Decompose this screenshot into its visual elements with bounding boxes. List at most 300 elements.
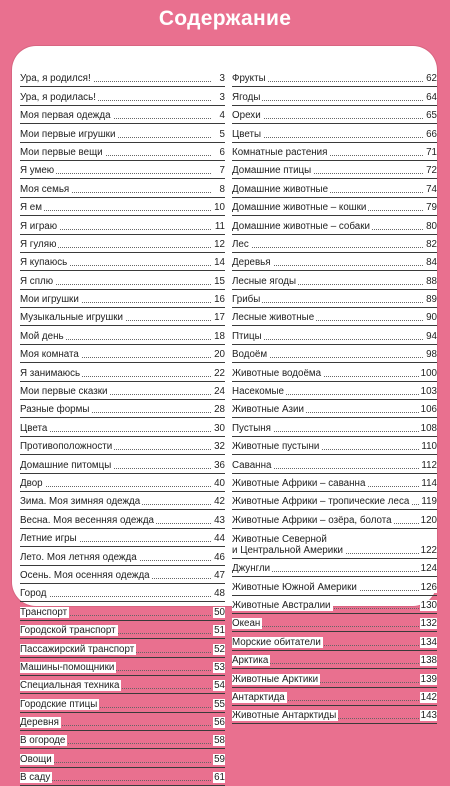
toc-entry[interactable]: [20, 143, 225, 161]
toc-entry-page: 16: [214, 294, 225, 306]
toc-entry-title: [20, 552, 139, 563]
toc-entry-title-line: Пассажирский транспорт: [20, 643, 135, 655]
toc-entry-page: 134: [420, 636, 437, 648]
toc-entry-page: 50: [214, 606, 225, 618]
toc-entry-title-line: Мои игрушки: [20, 294, 79, 306]
toc-entry-title: [20, 515, 156, 526]
toc-entry-page: 12: [214, 238, 225, 250]
toc-entry[interactable]: [20, 345, 225, 363]
toc-entry[interactable]: [232, 418, 437, 436]
toc-entry[interactable]: [232, 69, 437, 87]
toc-entry[interactable]: [20, 639, 225, 657]
toc-entry-page: 122: [420, 544, 437, 556]
toc-entry-page: 124: [420, 563, 437, 575]
toc-entry-title-line: Цветы: [232, 128, 261, 140]
toc-entry-page: 138: [420, 655, 437, 667]
toc-entry[interactable]: [232, 345, 437, 363]
toc-entry-page: 56: [214, 717, 225, 729]
toc-entry-page: 8: [219, 183, 225, 195]
toc-entry[interactable]: [20, 602, 225, 620]
toc-entry-title-line: Джунгли: [232, 563, 271, 575]
toc-entry[interactable]: [20, 87, 225, 105]
toc-entry-title-line: Насекомые: [232, 386, 284, 398]
toc-entry-title: [232, 184, 330, 195]
toc-entry-page: 51: [214, 625, 225, 637]
toc-entry-title: [20, 460, 113, 471]
toc-entry-title: [232, 655, 270, 666]
toc-entry[interactable]: [232, 577, 437, 595]
toc-entry-page: 14: [214, 257, 225, 269]
toc-entry[interactable]: [20, 658, 225, 676]
toc-entry-title-line: и Центральной Америки: [232, 544, 343, 556]
toc-entry[interactable]: [232, 614, 437, 632]
toc-entry[interactable]: [232, 179, 437, 197]
toc-entry-title-line: Животные Африки – озёра, болота: [232, 514, 392, 526]
toc-entry[interactable]: [20, 382, 225, 400]
toc-entry-title-line: Противоположности: [20, 441, 113, 453]
toc-entry-title: [232, 600, 333, 611]
toc-entry[interactable]: [20, 731, 225, 749]
toc-entry-page: 5: [219, 128, 225, 140]
toc-entry-title: [232, 637, 323, 648]
toc-entry-title: [20, 754, 54, 765]
toc-entry-title-line: Цвета: [20, 422, 48, 434]
toc-entry[interactable]: [20, 510, 225, 528]
toc-entry-page: 94: [426, 330, 437, 342]
toc-entry-title: [20, 386, 110, 397]
toc-entry-page: 11: [214, 220, 225, 232]
toc-entry-title-line: Животные Северной: [232, 533, 327, 545]
toc-entry-page: 84: [426, 257, 437, 269]
toc-entry-title-line: Зима. Моя зимняя одежда: [20, 496, 141, 508]
toc-entry-title-line: Животные Африки – саванна: [232, 477, 366, 489]
toc-entry-title-line: Я ем: [20, 202, 42, 214]
toc-entry-title-line: Грибы: [232, 294, 261, 306]
toc-entry-title-line: Весна. Моя весенняя одежда: [20, 514, 154, 526]
toc-entry[interactable]: [232, 669, 437, 687]
toc-entry[interactable]: [232, 455, 437, 473]
toc-entry-page: 24: [214, 386, 225, 398]
toc-entry-title-line: Морские обитатели: [232, 636, 321, 648]
toc-entry-title: [20, 110, 113, 121]
toc-entry-title: [20, 184, 71, 195]
contents-column-left: [20, 69, 225, 786]
toc-entry[interactable]: [20, 271, 225, 289]
toc-entry[interactable]: [232, 198, 437, 216]
toc-entry-page: 17: [214, 312, 225, 324]
toc-entry-title: [20, 129, 117, 140]
toc-entry-page: 71: [426, 146, 437, 158]
toc-entry[interactable]: [232, 161, 437, 179]
toc-entry-title-line: Домашние животные – кошки: [232, 202, 367, 214]
toc-entry-page: 142: [420, 691, 437, 703]
toc-entry[interactable]: [232, 253, 437, 271]
toc-entry[interactable]: [232, 474, 437, 492]
toc-entry-title-line: Океан: [232, 618, 261, 630]
toc-entry-title-line: Овощи: [20, 753, 52, 765]
toc-entry-title-line: Животные водоёма: [232, 367, 322, 379]
toc-entry-page: 120: [420, 514, 437, 526]
toc-entry-title: [232, 221, 372, 232]
toc-entry-title-line: Домашние птицы: [232, 165, 312, 177]
toc-entry-title: [20, 423, 49, 434]
toc-entry-page: 55: [214, 698, 225, 710]
toc-entry-page: 52: [214, 643, 225, 655]
toc-entry-title-line: Животные Южной Америки: [232, 581, 357, 593]
toc-entry[interactable]: [20, 713, 225, 731]
leader-dots: [232, 247, 423, 248]
toc-entry[interactable]: [232, 559, 437, 577]
toc-entry-page: 30: [214, 422, 225, 434]
toc-entry-title: [20, 570, 152, 581]
toc-entry-page: 119: [421, 496, 437, 508]
toc-entry-page: 42: [214, 496, 225, 508]
toc-entry[interactable]: [232, 510, 437, 528]
toc-entry-page: 3: [219, 73, 225, 85]
toc-entry[interactable]: [20, 676, 225, 694]
toc-entry[interactable]: [20, 768, 225, 786]
toc-entry[interactable]: [20, 621, 225, 639]
toc-entry-title: [232, 257, 273, 268]
toc-entry-title: [20, 625, 118, 636]
toc-entry-title-line: Я гуляю: [20, 238, 57, 250]
toc-entry[interactable]: [20, 290, 225, 308]
toc-entry-title: [232, 460, 273, 471]
leader-dots: [20, 596, 211, 597]
toc-entry[interactable]: [20, 749, 225, 767]
toc-entry-page: 54: [214, 680, 225, 692]
toc-entry-title: [20, 221, 59, 232]
toc-entry-title-line: Комнатные растения: [232, 146, 328, 158]
toc-entry-page: 59: [214, 753, 225, 765]
toc-entry-title-line: Животные пустыни: [232, 441, 320, 453]
toc-entry-title: [232, 618, 262, 629]
toc-entry-title: [232, 239, 251, 250]
toc-entry-title: [232, 110, 263, 121]
toc-entry[interactable]: [20, 437, 225, 455]
toc-entry[interactable]: [20, 363, 225, 381]
toc-entry-title: [232, 582, 359, 593]
toc-entry[interactable]: [232, 216, 437, 234]
toc-entry-page: 36: [214, 459, 225, 471]
toc-entry-title-line: Антарктида: [232, 691, 285, 703]
toc-entry-title: [20, 276, 55, 287]
toc-entry-title-line: Ура, я родилась!: [20, 91, 96, 103]
toc-entry-page: 58: [214, 735, 225, 747]
contents-panel: [12, 46, 437, 784]
toc-entry-title-line: Животные Арктики: [232, 673, 319, 685]
toc-entry[interactable]: [232, 382, 437, 400]
toc-entry-page: 64: [426, 91, 437, 103]
toc-entry-title-line: Специальная техника: [20, 680, 120, 692]
toc-entry-title: [232, 129, 263, 140]
toc-entry-title-line: Транспорт: [20, 606, 68, 618]
toc-entry-title: [232, 534, 345, 556]
toc-entry-page: 7: [219, 165, 225, 177]
toc-entry-page: 108: [420, 422, 437, 434]
toc-entry[interactable]: [232, 529, 437, 559]
toc-entry-title: [20, 588, 49, 599]
toc-entry-page: 40: [214, 477, 225, 489]
toc-entry-page: 3: [219, 91, 225, 103]
toc-entry-title: [20, 699, 99, 710]
toc-entry[interactable]: [232, 492, 437, 510]
toc-entry-title-line: Арктика: [232, 655, 269, 667]
toc-entry-title-line: Домашние питомцы: [20, 459, 112, 471]
toc-entry-title: [232, 92, 262, 103]
toc-entry-title: [20, 735, 67, 746]
toc-entry-title-line: Деревья: [232, 257, 271, 269]
leader-dots: [20, 210, 211, 211]
toc-entry-title: [232, 147, 329, 158]
toc-entry[interactable]: [232, 290, 437, 308]
toc-entry[interactable]: [232, 326, 437, 344]
toc-entry-title-line: Моя комната: [20, 349, 79, 361]
toc-entry[interactable]: [20, 198, 225, 216]
toc-entry-title: [232, 441, 321, 452]
toc-entry-title-line: Летние игры: [20, 533, 77, 545]
toc-entry-title-line: Осень. Моя осенняя одежда: [20, 569, 150, 581]
toc-entry[interactable]: [20, 547, 225, 565]
toc-entry-title-line: Музыкальные игрушки: [20, 312, 123, 324]
toc-entry-page: 103: [420, 386, 437, 398]
contents-column-right: [232, 69, 437, 724]
toc-entry-title-line: В саду: [20, 772, 51, 784]
toc-entry[interactable]: [20, 584, 225, 602]
toc-entry-title: [20, 496, 142, 507]
toc-entry-page: 130: [420, 599, 437, 611]
toc-entry-title: [20, 294, 81, 305]
toc-entry-title: [232, 349, 269, 360]
toc-entry[interactable]: [232, 308, 437, 326]
toc-entry[interactable]: [232, 87, 437, 105]
toc-entry-title: [232, 423, 273, 434]
toc-entry-title-line: Ура, я родился!: [20, 73, 91, 85]
toc-entry-title: [20, 772, 52, 783]
toc-entry-title: [20, 662, 116, 673]
toc-entry-title: [232, 692, 287, 703]
toc-entry[interactable]: [232, 143, 437, 161]
toc-entry[interactable]: [20, 529, 225, 547]
toc-entry-page: 6: [219, 146, 225, 158]
toc-entry-title-line: Машины-помощники: [20, 661, 115, 673]
toc-entry-title-line: Животные Австралии: [232, 599, 331, 611]
toc-entry-title-line: Ягоды: [232, 91, 261, 103]
toc-entry-title-line: Водоём: [232, 349, 268, 361]
toc-entry-title-line: Городской транспорт: [20, 625, 116, 637]
toc-entry[interactable]: [232, 235, 437, 253]
toc-entry-page: 47: [214, 569, 225, 581]
toc-entry-title: [20, 607, 69, 618]
toc-entry-title: [20, 349, 81, 360]
leader-dots: [20, 486, 211, 487]
toc-entry[interactable]: [20, 106, 225, 124]
toc-entry-title: [232, 515, 394, 526]
toc-entry-page: 10: [214, 202, 225, 214]
toc-entry[interactable]: [232, 124, 437, 142]
toc-entry-title: [20, 533, 79, 544]
toc-entry-title-line: Я занимаюсь: [20, 367, 81, 379]
toc-entry-title: [20, 165, 56, 176]
toc-entry-title-line: Животные Африки – тропические леса: [232, 496, 410, 508]
toc-entry-title-line: Лесные ягоды: [232, 275, 297, 287]
toc-entry-title: [232, 331, 264, 342]
toc-entry[interactable]: [232, 271, 437, 289]
toc-entry-title-line: Город: [20, 588, 47, 600]
toc-entry[interactable]: [20, 566, 225, 584]
toc-entry-page: 106: [420, 404, 437, 416]
toc-entry-title: [20, 644, 136, 655]
toc-entry[interactable]: [232, 363, 437, 381]
toc-entry-title: [20, 257, 69, 268]
toc-entry-title: [20, 404, 91, 415]
toc-entry-page: 139: [420, 673, 437, 685]
toc-entry-title-line: Мои первые вещи: [20, 146, 103, 158]
toc-entry-page: 4: [219, 110, 225, 122]
toc-entry[interactable]: [232, 706, 437, 724]
toc-entry-page: 90: [426, 312, 437, 324]
toc-entry-title: [20, 368, 82, 379]
toc-entry-page: 114: [421, 477, 437, 489]
toc-entry-title: [232, 674, 320, 685]
toc-entry[interactable]: [20, 235, 225, 253]
toc-entry-title-line: Я купаюсь: [20, 257, 68, 269]
toc-entry-page: 20: [214, 349, 225, 361]
toc-entry-title: [232, 73, 268, 84]
toc-entry[interactable]: [232, 106, 437, 124]
toc-entry-title-line: Фрукты: [232, 73, 266, 85]
toc-entry-title-line: Лесные животные: [232, 312, 315, 324]
toc-entry-title-line: Деревня: [20, 717, 59, 729]
toc-entry-title: [20, 92, 98, 103]
toc-entry-title: [232, 294, 262, 305]
toc-entry[interactable]: [20, 179, 225, 197]
toc-entry-page: 126: [420, 581, 437, 593]
toc-entry-title-line: Мои первые сказки: [20, 386, 108, 398]
toc-entry-title-line: Саванна: [232, 459, 272, 471]
toc-entry-page: 100: [420, 367, 437, 379]
toc-entry-page: 98: [426, 349, 437, 361]
toc-entry-page: 18: [214, 330, 225, 342]
toc-entry-title-line: Животные Антарктиды: [232, 710, 337, 722]
toc-entry-title: [20, 239, 58, 250]
toc-entry-page: 82: [426, 238, 437, 250]
toc-entry-title-line: Мой день: [20, 330, 64, 342]
toc-entry-page: 22: [214, 367, 225, 379]
toc-entry-title-line: Я умею: [20, 165, 55, 177]
toc-entry[interactable]: [232, 688, 437, 706]
toc-entry-page: 132: [420, 618, 437, 630]
toc-entry-title: [20, 441, 114, 452]
toc-entry-page: 74: [426, 183, 437, 195]
toc-entry[interactable]: [20, 400, 225, 418]
toc-entry-page: 48: [214, 588, 225, 600]
toc-entry[interactable]: [20, 455, 225, 473]
toc-entry-title-line: Пустыня: [232, 422, 271, 434]
toc-entry-title-line: Я играю: [20, 220, 58, 232]
toc-entry-title-line: Моя первая одежда: [20, 110, 111, 122]
toc-entry-page: 65: [426, 110, 437, 122]
toc-entry-title: [232, 276, 298, 287]
toc-entry-page: 89: [426, 294, 437, 306]
toc-entry-page: 72: [426, 165, 437, 177]
toc-entry-title: [20, 680, 121, 691]
toc-entry-page: 80: [426, 220, 437, 232]
toc-entry-page: 44: [214, 533, 225, 545]
toc-entry-title: [232, 563, 272, 574]
toc-entry-page: 66: [426, 128, 437, 140]
toc-entry-title: [232, 478, 367, 489]
toc-entry[interactable]: [20, 474, 225, 492]
toc-entry-title-line: Птицы: [232, 330, 262, 342]
toc-entry[interactable]: [20, 492, 225, 510]
toc-entry-title-line: В огороде: [20, 735, 66, 747]
toc-entry-title: [20, 202, 44, 213]
toc-entry[interactable]: [20, 418, 225, 436]
toc-entry-title: [232, 312, 316, 323]
toc-entry-title-line: Разные формы: [20, 404, 90, 416]
toc-entry-title-line: Домашние животные – собаки: [232, 220, 370, 232]
toc-entry[interactable]: [232, 596, 437, 614]
toc-entry-title-line: Моя семья: [20, 183, 70, 195]
toc-entry[interactable]: [20, 326, 225, 344]
toc-entry[interactable]: [20, 308, 225, 326]
toc-entry-title: [232, 202, 368, 213]
toc-entry-page: 46: [214, 551, 225, 563]
toc-entry[interactable]: [232, 437, 437, 455]
toc-entry-title: [20, 331, 66, 342]
toc-entry-title: [232, 368, 323, 379]
toc-entry-page: 62: [426, 73, 437, 85]
toc-entry[interactable]: [232, 632, 437, 650]
toc-entry-title: [20, 717, 61, 728]
toc-entry[interactable]: [20, 124, 225, 142]
toc-entry-title-line: Лес: [232, 238, 249, 250]
toc-entry[interactable]: [20, 69, 225, 87]
toc-entry-page: 43: [214, 514, 225, 526]
toc-entry-title: [232, 165, 313, 176]
toc-entry-title: [232, 710, 338, 721]
toc-entry-page: 112: [421, 459, 437, 471]
toc-entry-title: [232, 496, 411, 507]
toc-entry-page: 15: [214, 275, 225, 287]
toc-entry-title-line: Городские птицы: [20, 698, 98, 710]
toc-entry[interactable]: [232, 651, 437, 669]
toc-entry-title: [232, 386, 286, 397]
toc-entry-title-line: Лето. Моя летняя одежда: [20, 551, 137, 563]
toc-entry-title-line: Двор: [20, 477, 43, 489]
toc-entry-title: [20, 73, 93, 84]
toc-entry-page: 53: [214, 661, 225, 673]
toc-entry[interactable]: [20, 253, 225, 271]
toc-entry[interactable]: [20, 694, 225, 712]
toc-entry-title-line: Животные Азии: [232, 404, 304, 416]
toc-entry-title: [20, 478, 45, 489]
toc-entry[interactable]: [232, 400, 437, 418]
toc-entry-title-line: Домашние животные: [232, 183, 329, 195]
toc-entry-title: [20, 312, 125, 323]
toc-entry-page: 61: [214, 772, 225, 784]
toc-entry[interactable]: [20, 161, 225, 179]
toc-entry-page: 110: [421, 441, 437, 453]
toc-entry-page: 28: [214, 404, 225, 416]
toc-entry-title: [232, 404, 306, 415]
toc-entry-title-line: Мои первые игрушки: [20, 128, 116, 140]
toc-entry-page: 79: [426, 202, 437, 214]
toc-entry-page: 88: [426, 275, 437, 287]
toc-entry[interactable]: [20, 216, 225, 234]
toc-entry-page: 143: [420, 710, 437, 722]
